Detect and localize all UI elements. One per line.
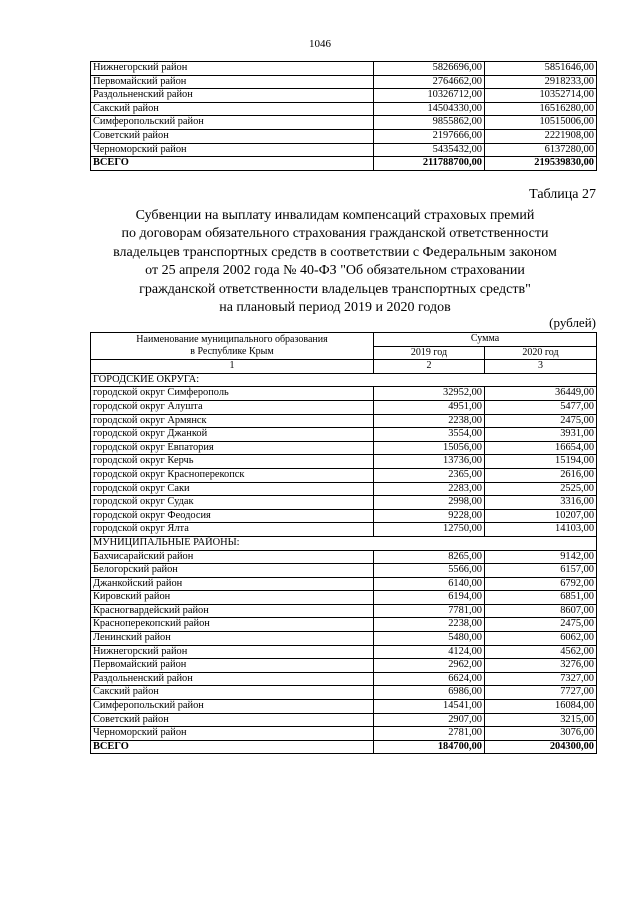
total-row	[91, 740, 597, 754]
row-name: городской округ Саки	[91, 482, 374, 496]
table-row	[91, 468, 597, 482]
row-value-2: 15194,00	[485, 455, 597, 469]
page-number: 1046	[309, 38, 331, 50]
row-name: Красноперекопский район	[91, 618, 374, 632]
row-value-2: 2221908,00	[485, 129, 597, 143]
table-row	[91, 496, 597, 510]
row-value-2: 5851646,00	[485, 62, 597, 76]
row-value-1: 6140,00	[374, 577, 485, 591]
row-value-1: 8265,00	[374, 550, 485, 564]
row-value-2: 2525,00	[485, 482, 597, 496]
header-name-line1: Наименование муниципального образования	[136, 334, 328, 346]
row-name: Ленинский район	[91, 632, 374, 646]
row-value-1: 2238,00	[374, 618, 485, 632]
row-value-1: 14541,00	[374, 700, 485, 714]
row-name: Белогорский район	[91, 564, 374, 578]
header-name-cell	[91, 333, 374, 360]
row-value-2: 7727,00	[485, 686, 597, 700]
row-name: Кировский район	[91, 591, 374, 605]
row-name: ВСЕГО	[91, 157, 374, 171]
row-value-1: 12750,00	[374, 523, 485, 537]
row-value-2: 16084,00	[485, 700, 597, 714]
row-value-1: 14504330,00	[374, 102, 485, 116]
row-value-2: 6792,00	[485, 577, 597, 591]
table-row	[91, 523, 597, 537]
title-line: от 25 апреля 2002 года № 40-ФЗ "Об обязательном страховании	[145, 263, 525, 279]
row-value-2: 2475,00	[485, 618, 597, 632]
row-value-1: 6986,00	[374, 686, 485, 700]
table-label: Таблица 27	[529, 187, 596, 202]
row-value-1: 5826696,00	[374, 62, 485, 76]
row-value-2: 219539830,00	[485, 157, 597, 171]
row-value-2: 10515006,00	[485, 116, 597, 130]
total-row	[91, 157, 597, 171]
row-value-1: 2197666,00	[374, 129, 485, 143]
row-name: Сакский район	[91, 102, 374, 116]
row-value-1: 2998,00	[374, 496, 485, 510]
table-row	[91, 577, 597, 591]
table-row	[91, 713, 597, 727]
row-value-2: 204300,00	[485, 740, 597, 754]
row-value-2: 2918233,00	[485, 75, 597, 89]
table-row	[91, 102, 597, 116]
row-value-1: 2283,00	[374, 482, 485, 496]
table-row	[91, 143, 597, 157]
row-value-1: 5566,00	[374, 564, 485, 578]
table-row	[91, 645, 597, 659]
row-name: городской округ Судак	[91, 496, 374, 510]
row-name: Симферопольский район	[91, 116, 374, 130]
row-name: Первомайский район	[91, 75, 374, 89]
row-name: городской округ Армянск	[91, 414, 374, 428]
row-value-2: 6062,00	[485, 632, 597, 646]
table-row	[91, 482, 597, 496]
table-row	[91, 75, 597, 89]
table-row	[91, 441, 597, 455]
row-name: городской округ Ялта	[91, 523, 374, 537]
header-sum: Сумма	[374, 333, 597, 347]
row-value-2: 16516280,00	[485, 102, 597, 116]
row-name: городской округ Феодосия	[91, 509, 374, 523]
row-value-1: 2764662,00	[374, 75, 485, 89]
row-value-1: 6194,00	[374, 591, 485, 605]
row-name: городской округ Симферополь	[91, 387, 374, 401]
row-value-1: 6624,00	[374, 672, 485, 686]
section-row	[91, 373, 597, 387]
row-name: Раздольненский район	[91, 89, 374, 103]
table-row	[91, 509, 597, 523]
row-value-1: 2781,00	[374, 727, 485, 741]
title-line: гражданской ответственности владельцев транспортных средств"	[139, 281, 531, 297]
table-row	[91, 727, 597, 741]
header-num3: 3	[485, 360, 597, 374]
row-name: Сакский район	[91, 686, 374, 700]
row-value-2: 36449,00	[485, 387, 597, 401]
row-value-2: 10207,00	[485, 509, 597, 523]
unit-label: (рублей)	[549, 315, 596, 330]
table-row	[91, 414, 597, 428]
header-name-line2: в Республике Крым	[190, 346, 274, 358]
table-row	[91, 455, 597, 469]
main-table	[90, 332, 597, 754]
row-value-2: 6157,00	[485, 564, 597, 578]
row-name: Черноморский район	[91, 727, 374, 741]
row-value-1: 2907,00	[374, 713, 485, 727]
row-name: городской округ Красноперекопск	[91, 468, 374, 482]
table-row	[91, 428, 597, 442]
row-value-1: 10326712,00	[374, 89, 485, 103]
row-value-1: 4951,00	[374, 400, 485, 414]
header-year2: 2020 год	[485, 346, 597, 360]
table-row	[91, 618, 597, 632]
header-num1: 1	[91, 360, 374, 374]
section-heading: ГОРОДСКИЕ ОКРУГА:	[91, 373, 597, 387]
row-value-2: 2616,00	[485, 468, 597, 482]
table-row	[91, 564, 597, 578]
title-line: Субвенции на выплату инвалидам компенсаций страховых премий	[135, 208, 535, 223]
row-name: ВСЕГО	[91, 740, 374, 754]
table-row	[91, 659, 597, 673]
row-value-1: 7781,00	[374, 604, 485, 618]
title-line: владельцев транспортных средств в соответствии с Федеральным законом	[113, 244, 557, 260]
row-value-2: 8607,00	[485, 604, 597, 618]
row-value-2: 3931,00	[485, 428, 597, 442]
row-value-2: 5477,00	[485, 400, 597, 414]
row-value-2: 2475,00	[485, 414, 597, 428]
table-row	[91, 62, 597, 76]
table-row	[91, 632, 597, 646]
top-table	[90, 61, 597, 171]
row-value-1: 4124,00	[374, 645, 485, 659]
row-value-2: 9142,00	[485, 550, 597, 564]
title-line: на плановый период 2019 и 2020 годов	[219, 300, 451, 316]
row-name: Симферопольский район	[91, 700, 374, 714]
row-value-1: 2238,00	[374, 414, 485, 428]
row-value-1: 2365,00	[374, 468, 485, 482]
row-value-2: 7327,00	[485, 672, 597, 686]
table-row	[91, 400, 597, 414]
table-row	[91, 604, 597, 618]
row-name: Черноморский район	[91, 143, 374, 157]
row-value-2: 3276,00	[485, 659, 597, 673]
table-row	[91, 89, 597, 103]
row-name: Первомайский район	[91, 659, 374, 673]
row-value-2: 14103,00	[485, 523, 597, 537]
row-value-1: 5435432,00	[374, 143, 485, 157]
row-name: Советский район	[91, 129, 374, 143]
row-value-1: 15056,00	[374, 441, 485, 455]
row-value-2: 10352714,00	[485, 89, 597, 103]
row-name: Нижнегорский район	[91, 62, 374, 76]
row-value-1: 9855862,00	[374, 116, 485, 130]
table-row	[91, 686, 597, 700]
row-value-2: 3076,00	[485, 727, 597, 741]
row-value-2: 3316,00	[485, 496, 597, 510]
row-value-1: 184700,00	[374, 740, 485, 754]
row-value-2: 3215,00	[485, 713, 597, 727]
row-name: городской округ Алушта	[91, 400, 374, 414]
header-year1: 2019 год	[374, 346, 485, 360]
row-value-2: 6851,00	[485, 591, 597, 605]
row-name: Джанкойский район	[91, 577, 374, 591]
section-row	[91, 536, 597, 550]
row-name: Раздольненский район	[91, 672, 374, 686]
row-name: Нижнегорский район	[91, 645, 374, 659]
row-value-2: 4562,00	[485, 645, 597, 659]
row-value-1: 9228,00	[374, 509, 485, 523]
table-row	[91, 116, 597, 130]
row-value-1: 32952,00	[374, 387, 485, 401]
header-num2: 2	[374, 360, 485, 374]
table-row	[91, 387, 597, 401]
table-row	[91, 550, 597, 564]
row-name: Советский район	[91, 713, 374, 727]
row-name: Бахчисарайский район	[91, 550, 374, 564]
table-row	[91, 129, 597, 143]
table-title	[60, 207, 610, 317]
row-value-1: 5480,00	[374, 632, 485, 646]
row-value-1: 211788700,00	[374, 157, 485, 171]
row-value-1: 13736,00	[374, 455, 485, 469]
row-value-1: 2962,00	[374, 659, 485, 673]
row-name: городской округ Джанкой	[91, 428, 374, 442]
section-heading: МУНИЦИПАЛЬНЫЕ РАЙОНЫ:	[91, 536, 597, 550]
row-name: городской округ Евпатория	[91, 441, 374, 455]
table-row	[91, 591, 597, 605]
row-value-2: 16654,00	[485, 441, 597, 455]
row-value-2: 6137280,00	[485, 143, 597, 157]
title-line: по договорам обязательного страхования гражданской ответственности	[121, 226, 549, 242]
row-name: Красногвардейский район	[91, 604, 374, 618]
row-name: городской округ Керчь	[91, 455, 374, 469]
row-value-1: 3554,00	[374, 428, 485, 442]
table-row	[91, 700, 597, 714]
table-row	[91, 672, 597, 686]
